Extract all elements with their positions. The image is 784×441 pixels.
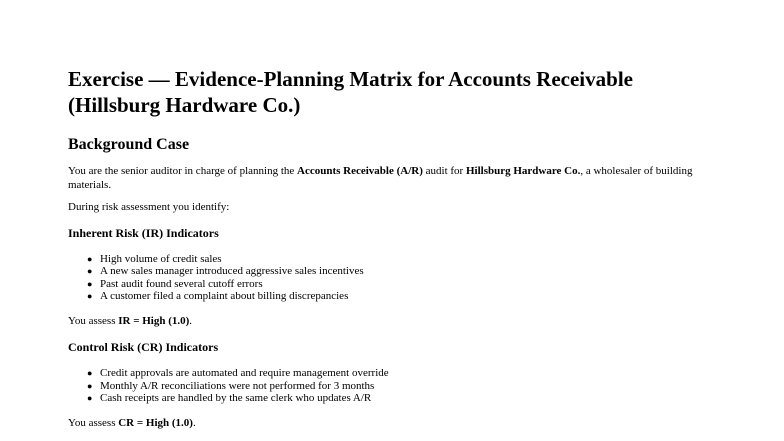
intro-text-3: , a wholesaler of building materials.	[68, 165, 693, 191]
intro-bold-ar: Accounts Receivable (A/R)	[297, 165, 423, 177]
cr-assess-prefix: You assess	[68, 416, 119, 429]
cr-assessment	[68, 417, 728, 431]
list-item	[87, 379, 728, 393]
cr-indicator-list	[68, 367, 728, 405]
list-item-text: A customer filed a complaint about billing discrepancies	[100, 290, 349, 302]
ir-assess-prefix: You assess	[68, 314, 119, 327]
bullet-icon: ●	[87, 278, 93, 289]
cr-assess-value: CR = High (1.0)	[118, 416, 193, 429]
document-title	[68, 66, 728, 118]
bullet-icon: ●	[87, 253, 93, 264]
intro-bold-company: Hillsburg Hardware Co.	[465, 165, 581, 177]
list-item	[87, 290, 728, 303]
list-item-text: Monthly A/R reconciliations were not performed for 3 months	[100, 379, 375, 392]
ir-heading: Inherent Risk (IR) Indicators	[68, 225, 219, 240]
bullet-icon: ●	[87, 266, 93, 276]
list-item-text: Past audit found several cutoff errors	[100, 277, 263, 290]
intro-text-2: audit for	[422, 165, 466, 177]
risk-assessment-intro: During risk assessment you identify:	[68, 201, 230, 213]
document-page	[68, 66, 728, 430]
list-item	[87, 252, 728, 266]
ir-assess-suffix: .	[189, 314, 193, 327]
cr-assess-suffix: .	[192, 416, 196, 429]
list-item-text: A new sales manager introduced aggressive sales incentives	[100, 265, 364, 277]
list-item	[87, 392, 728, 405]
section-heading-background: Background Case	[68, 136, 190, 153]
bullet-icon: ●	[87, 393, 93, 403]
title-line-1: Exercise — Evidence-Planning Matrix for Accounts Receivable	[68, 67, 633, 91]
cr-heading: Control Risk (CR) Indicators	[68, 340, 219, 354]
title-line-2: (Hillsburg Hardware Co.)	[68, 93, 301, 117]
intro-paragraph	[68, 165, 728, 192]
bullet-icon: ●	[87, 380, 93, 391]
list-item-text: High volume of credit sales	[100, 252, 222, 265]
bullet-icon: ●	[87, 368, 93, 378]
ir-assessment	[68, 315, 728, 329]
ir-assess-value: IR = High (1.0)	[118, 314, 190, 327]
list-item	[87, 277, 728, 291]
list-item	[87, 367, 728, 380]
list-item-text: Credit approvals are automated and require management override	[100, 367, 389, 379]
intro-text-1: You are the senior auditor in charge of planning the	[68, 165, 298, 177]
bullet-icon: ●	[87, 291, 93, 301]
ir-indicator-list	[68, 253, 728, 303]
list-item-text: Cash receipts are handled by the same clerk who updates A/R	[100, 392, 372, 404]
list-item	[87, 265, 728, 278]
